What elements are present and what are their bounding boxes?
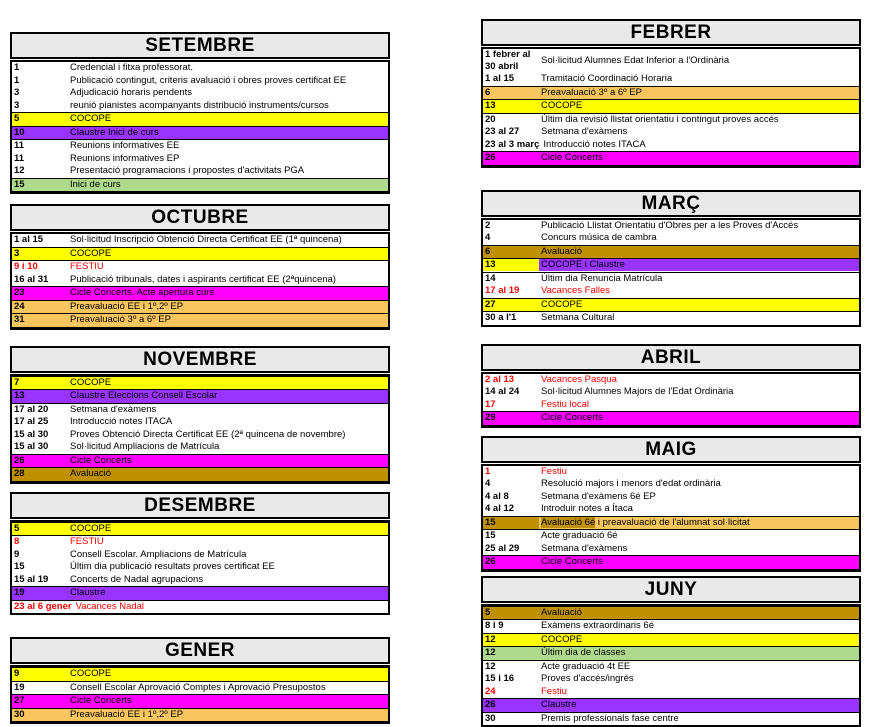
row-date: 8 [12,536,68,548]
row-date: 2 al 13 [483,374,539,386]
row-event: Reunions informatives EE [68,140,388,152]
row-event: Sol·licitud Alumnes Majors de l'Edat Ordinària [539,386,859,398]
row-date: 14 [483,273,539,285]
row-event: FESTIU [68,261,388,273]
month-body [481,464,861,572]
calendar-row [483,606,859,621]
row-event: COCOPE [539,634,859,646]
calendar-row [12,153,388,166]
calendar-row [12,286,388,301]
calendar-row [12,247,388,262]
calendar-row [483,73,859,86]
month-octubre [10,204,390,330]
row-event: Últim dia revisió llistat orientatiu i contingut proves accés [539,114,859,126]
row-date: 5 [483,607,539,619]
row-date: 15 al 30 [12,441,68,453]
calendar-row [483,232,859,245]
row-date: 29 [483,412,539,424]
row-event: Avaluació [68,468,388,480]
row-date: 3 [12,248,68,260]
row-date: 26 [483,699,539,711]
month-body [10,232,390,330]
month-body [481,372,861,428]
row-event: FESTIU [68,536,388,548]
row-event: Introducció notes ITACA [68,416,388,428]
calendar-row [12,601,388,614]
calendar-row [12,87,388,100]
row-event: reunió pianistes acompanyants distribució instruments/cursos [68,100,388,112]
calendar-row [12,667,388,682]
row-date: 1 [12,62,68,74]
row-date: 4 al 8 [483,491,539,503]
calendar-row [12,100,388,113]
row-event [539,517,859,529]
month-title: OCTUBRE [10,204,390,231]
row-event: Setmana d'exàmens [539,126,859,138]
row-date: 6 [483,87,539,99]
calendar-row [12,536,388,549]
row-date: 11 [12,140,68,152]
calendar-row [483,686,859,699]
row-event: COCOPE [68,377,388,389]
event-segment: i preavaluació de l'alumnat sol·licitat [595,517,749,528]
calendar-row [12,62,388,75]
month-title: MARÇ [481,190,861,217]
row-date: 19 [12,587,68,599]
row-date: 1 al 15 [483,73,539,85]
calendar-row [483,139,859,152]
calendar-row [483,633,859,648]
month-body [481,604,861,727]
row-date: 23 al 3 març [483,139,541,151]
row-date: 24 [12,301,68,313]
calendar-row [483,530,859,543]
row-date: 11 [12,153,68,165]
row-event: Preavaluació 3º a 6º EP [539,87,859,99]
row-event: Reunions informatives EP [68,153,388,165]
row-event: Cicle Concerts [68,695,388,707]
row-date: 9 [12,549,68,561]
month-novembre [10,346,390,484]
row-date: 5 [12,523,68,535]
row-date: 24 [483,686,539,698]
row-date: 1 [12,75,68,87]
month-title: ABRIL [481,344,861,371]
calendar-row [12,112,388,127]
calendar-row [483,466,859,479]
row-event: Setmana Cultural [539,312,859,324]
row-event: Vacances Pasqua [539,374,859,386]
calendar-row [483,259,859,273]
row-date: 26 [483,556,539,568]
calendar-row [12,274,388,287]
row-date: 4 al 12 [483,503,539,515]
row-date: 12 [12,165,68,177]
row-event: Preavaluació EE i 1º,2º EP [68,301,388,313]
row-event: Setmana d'exàmens 6é EP [539,491,859,503]
row-date: 13 [483,100,539,112]
row-event: Sol·licitud Alumnes Edat Inferior a l'Ordinària [539,55,859,67]
calendar-row [12,234,388,247]
calendar-row [12,127,388,141]
row-date: 26 [12,455,68,467]
row-event: Avaluació [539,246,859,258]
row-date: 15 [483,517,539,529]
row-event: Inici de curs [68,179,388,191]
month-marc [481,190,861,327]
calendar-row [483,114,859,127]
row-event: COCOPE [68,523,388,535]
row-event: COCOPE [539,100,859,112]
calendar-row [483,543,859,556]
row-date: 16 al 31 [12,274,68,286]
row-event: Últim dia Renuncia Matrícula [539,273,859,285]
row-date: 9 i 10 [12,261,68,273]
calendar-row [483,516,859,531]
event-segment: Avaluació 6é [541,517,595,528]
calendar-row [12,75,388,88]
row-event: Cicle Concerts [539,412,859,424]
calendar-row [483,374,859,387]
month-body [10,520,390,616]
calendar-row [483,285,859,298]
row-event: Sol·licitud Inscripció Obtenció Directa Certificat EE (1ª quincena) [68,234,388,246]
row-event: Festiu [539,466,859,478]
row-event: Vacances Falles [539,285,859,297]
row-event: COCOPE [68,668,388,680]
month-body [10,665,390,724]
row-event: Cicle Concerts. Acte apertura curs [68,287,388,299]
row-date: 4 [483,478,539,490]
row-date: 1 [483,466,539,478]
row-event: Premis professionals fase centre [539,713,859,725]
calendar-row [483,698,859,713]
calendar-row [483,220,859,233]
month-title: GENER [10,637,390,664]
row-event: Concerts de Nadal agrupacions [68,574,388,586]
row-date: 15 al 19 [12,574,68,586]
row-event: Cicle Concerts [68,455,388,467]
calendar-row [12,694,388,709]
row-date: 12 [483,634,539,646]
row-event: Adjudicació horaris pendents [68,87,388,99]
row-event: Proves d'accés/ingrés [539,673,859,685]
calendar-row [483,86,859,101]
row-event: Últim dia de classes [539,647,859,659]
row-event: Últim dia publicació resultats proves certificat EE [68,561,388,573]
row-date: 6 [483,246,539,258]
row-event: Consell Escolar Aprovació Comptes i Aprovació Presupostos [68,682,388,694]
calendar-row [483,273,859,286]
calendar-row [12,709,388,723]
row-event: Vacances Nadal [74,601,388,613]
calendar-row [12,574,388,587]
row-event: Claustre [68,587,388,599]
calendar-row [12,178,388,193]
row-event: COCOPE [68,248,388,260]
row-event: Proves Obtenció Directa Certificat EE (2ª quincena de novembre) [68,429,388,441]
row-date: 10 [12,127,68,139]
row-date: 30 [483,713,539,725]
month-body [481,47,861,168]
row-event: Credencial i fitxa professorat. [68,62,388,74]
row-event: Exàmens extraordinaris 6é [539,620,859,632]
row-event: Sol·licitud Ampliacions de Matrícula [68,441,388,453]
calendar-row [12,441,388,454]
row-event: Publicació tribunals, dates i aspirants certificat EE (2ªquincena) [68,274,388,286]
calendar-row [483,100,859,114]
row-event: Acte graduació 6é [539,530,859,542]
calendar-row [483,245,859,260]
calendar-row [12,561,388,574]
row-date: 31 [12,314,68,326]
calendar-row [483,298,859,313]
row-date: 13 [483,259,539,271]
calendar-row [12,376,388,391]
row-date: 17 al 19 [483,285,539,297]
row-event: Introduir notes a Ítaca [539,503,859,515]
row-date: 17 al 25 [12,416,68,428]
row-event: Resolució majors i menors d'edat ordinària [539,478,859,490]
calendar-row [483,49,859,73]
row-date: 7 [12,377,68,389]
row-date: 8 i 9 [483,620,539,632]
month-juny [481,576,861,727]
row-event: COCOPE [68,113,388,125]
row-event: Presentació programacions i propostes d'activitats PGA [68,165,388,177]
calendar-row [12,468,388,482]
month-title: NOVEMBRE [10,346,390,373]
row-event: Avaluació [539,607,859,619]
calendar-row [483,411,859,426]
calendar-row [483,503,859,516]
row-date: 5 [12,113,68,125]
row-date: 26 [483,152,539,164]
row-event: Tramitació Coordinació Horaria [539,73,859,85]
calendar-row [12,301,388,315]
row-event: Publicació Llistat Orientatiu d'Obres per a les Proves d'Accés [539,220,859,232]
row-event: Introducció notes ITACA [541,139,859,151]
calendar-row [483,151,859,166]
row-event: Preavaluació EE i 1º,2º EP [68,709,388,721]
month-title: SETEMBRE [10,32,390,59]
row-date: 15 [12,179,68,191]
row-date: 28 [12,468,68,480]
row-event: Setmana d'exàmens [68,404,388,416]
calendar-row [12,454,388,469]
row-event: Setmana d'exàmens [539,543,859,555]
month-abril [481,344,861,428]
row-date: 23 al 27 [483,126,539,138]
month-body [481,218,861,327]
calendar-row [483,620,859,633]
row-event: Claustre Eleccions Consell Escolar [68,390,388,402]
month-desembre [10,492,390,616]
row-date: 15 i 16 [483,673,539,685]
month-title: MAIG [481,436,861,463]
row-date: 23 al 6 gener [12,601,74,613]
row-date: 30 a l'1 [483,312,539,324]
row-date: 2 [483,220,539,232]
calendar-row [483,386,859,399]
calendar-row [12,314,388,328]
row-event: COCOPE i Claustre [539,259,859,271]
row-date: 14 al 24 [483,386,539,398]
row-event: Preavaluació 3º a 6º EP [68,314,388,326]
row-date: 3 [12,87,68,99]
calendar-row [12,140,388,153]
calendar-row [483,661,859,674]
row-date: 9 [12,668,68,680]
row-event: Cicle Concerts [539,556,859,568]
row-event: Acte graduació 4t EE [539,661,859,673]
calendar-row [12,404,388,417]
calendar-row [12,586,388,601]
row-date: 1 febrer al 30 abril [483,49,539,73]
calendar-row [12,261,388,274]
calendar-row [483,399,859,412]
row-date: 19 [12,682,68,694]
calendar-row [483,647,859,661]
calendar-row [12,416,388,429]
row-event: Festiu local [539,399,859,411]
row-event: Festiu [539,686,859,698]
row-date: 4 [483,232,539,244]
row-event: Publicació contingut, criteris avaluació i obres proves certificat EE [68,75,388,87]
row-date: 27 [483,299,539,311]
month-title: FEBRER [481,19,861,46]
row-date: 25 al 29 [483,543,539,555]
calendar-row [483,478,859,491]
row-date: 13 [12,390,68,402]
calendar-row [12,390,388,404]
calendar-row [12,165,388,178]
row-event: Consell Escolar. Ampliacions de Matrícula [68,549,388,561]
calendar-row [12,549,388,562]
month-maig [481,436,861,572]
row-date: 27 [12,695,68,707]
row-date: 12 [483,647,539,659]
row-event: Concurs música de cambra [539,232,859,244]
row-date: 12 [483,661,539,673]
row-date: 17 al 20 [12,404,68,416]
calendar-row [12,522,388,537]
row-date: 15 al 30 [12,429,68,441]
column-left [10,32,390,724]
month-title: JUNY [481,576,861,603]
calendar-row [483,312,859,325]
column-right [481,19,861,727]
row-date: 20 [483,114,539,126]
month-setembre [10,32,390,194]
month-gener [10,637,390,724]
month-febrer [481,19,861,168]
row-date: 15 [483,530,539,542]
row-event: Claustre Inici de curs [68,127,388,139]
calendar-row [12,429,388,442]
row-date: 3 [12,100,68,112]
row-date: 23 [12,287,68,299]
row-event: COCOPE [539,299,859,311]
row-date: 1 al 15 [12,234,68,246]
row-date: 30 [12,709,68,721]
row-event: Claustre [539,699,859,711]
calendar-row [483,491,859,504]
calendar-row [483,555,859,570]
row-date: 15 [12,561,68,573]
calendar-row [483,126,859,139]
month-title: DESEMBRE [10,492,390,519]
month-body [10,374,390,484]
row-date: 17 [483,399,539,411]
calendar-row [12,682,388,695]
calendar-row [483,713,859,726]
calendar-row [483,673,859,686]
row-event: Cicle Concerts [539,152,859,164]
month-body [10,60,390,194]
